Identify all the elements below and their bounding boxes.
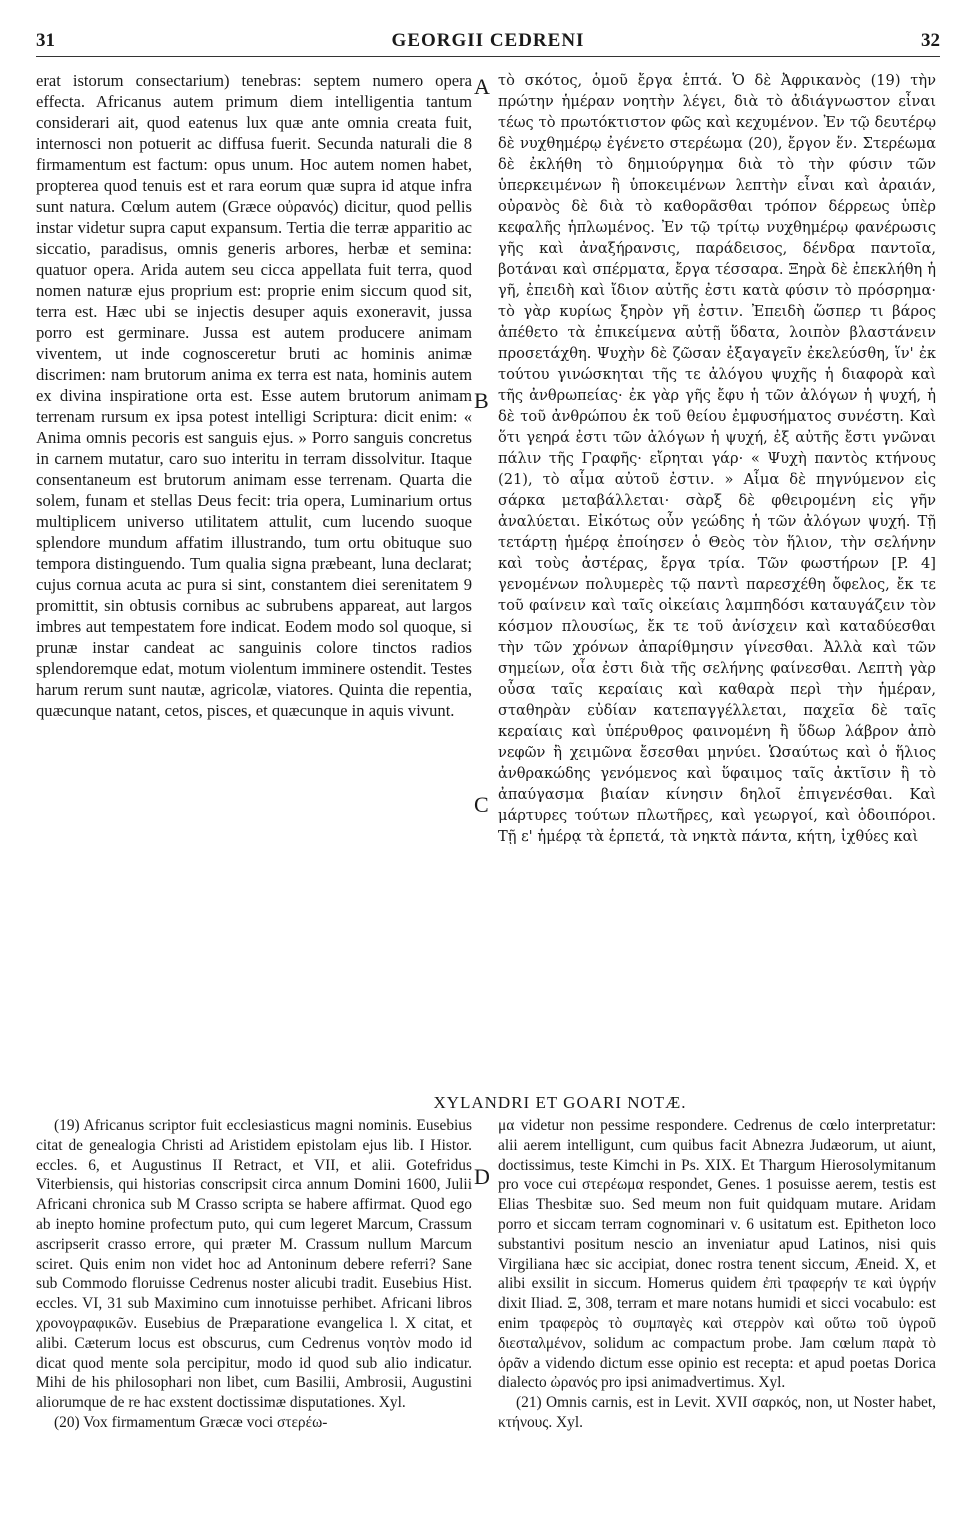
notes-right-column — [498, 1116, 936, 1433]
right-page-number: 32 — [921, 30, 940, 51]
notes-heading: XYLANDRI ET GOARI NOTÆ. — [433, 1093, 687, 1112]
margin-marker-d: D — [474, 1164, 490, 1189]
note-20-start: (20) Vox firmamentum Græcæ voci στερέω- — [54, 1413, 328, 1431]
margin-marker-c: C — [474, 792, 489, 817]
margin-marker-b: B — [474, 388, 489, 413]
left-page-number: 31 — [36, 30, 55, 51]
greek-column — [498, 70, 936, 847]
margin-marker-a: A — [474, 74, 490, 99]
note-21: (21) Omnis carnis, est in Levit. XVII σαρκός, non, ut Noster habet, κτήνους. Xyl. — [498, 1394, 936, 1431]
notes-left-column — [36, 1116, 472, 1433]
note-20-continued: μα videtur non pessime respondere. Cedrenus de cœlo interpretatur: alii aerem intelligunt, cum quibus facit Abnezra Judæorum, ut aiunt, doctissimus, teste Kimchi in Ps. XIX. Et Thargum Hierosolymitanum pro voce cui στερέωμα respondet, Genes. 1 posuisse aerem, testis est Elias Thesbitæ suo. Sed meum non fuit quidquam mutare. Aridam porro et siccam terram cognominari v. 6 usitatum est. Epitheton loco substantivi positum nescio an inveniatur apud Latinos, nisi quis Virgiliana hæc sic accipiat, donec rostra tenent siccum, Æneid. X, et alibi exsilit in siccum. Homerus quidem ἐπὶ τραφερήν τε καὶ ὑγρήν dixit Iliad. Ξ, 308, terram et mare notans humidi et sicci vocabulo: est enim τραφερὸς τὸ συμπαγὲς καὶ στερρὸν καὶ οὕτω τοῦ ὑγροῦ διεσταλμένον, solidum ac compactum probe. Jam cœlum παρὰ τὸ ὁρᾶν a videndo dictum esse opinio est recepta: et apud poetas Dorica dialecto ὠρανός pro ipsi animadvertimus. Xyl. — [498, 1117, 936, 1392]
greek-text: τὸ σκότος, ὁμοῦ ἔργα ἑπτά. Ὁ δὲ Ἀφρικανὸς (19) τὴν πρώτην ἡμέραν νοητὴν λέγει, διὰ τὸ ἀδιάγνωστον εἶναι τέως τὸ πρωτόκτιστον φῶς καὶ κεχυμένον. Ἐν τῷ δευτέρῳ δὲ νυχθημέρῳ ἐγένετο στερέωμα (20), ἔργον ἕν. Στερέωμα δὲ ἐκλήθη τὸ δημιούργημα διὰ τὸ τὴν φύσιν τῶν ὑπερκειμένων ἢ ὑποκειμένων λεπτὴν εἶναι καὶ ἀραιάν, οὐρανὸς δὲ διὰ τὸ καθορᾶσθαι τρόπον δέρρεως ὑπὲρ κεφαλῆς ἡπλωμένος. Ἐν τῷ τρίτῳ νυχθημέρῳ φανέρωσις γῆς καὶ ἀναξήρανσις, παράδεισος, δένδρα παντοῖα, βοτάναι καὶ σπέρματα, ἔργα τέσσαρα. Ξηρὰ δὲ ἐπεκλήθη ἡ γῆ, ἐπειδὴ καὶ ἴδιον αὐτῆς ἐστι κατὰ φύσιν τὸ πρόσρημα· τὸ γὰρ κυρίως ξηρὸν γῆ ἐστιν. Ἐπειδὴ ὥσπερ τι βάρος ἀπέθετο τὰ ἐπικείμενα αὐτῇ ὕδατα, λοιπὸν βλαστάνειν προσετάχθη. Ψυχὴν δὲ ζῶσαν ἐξαγαγεῖν ἐκελεύσθη, ἵν' ἐκ τούτου γινώσκηται τῆς τε ἀλόγου ψυχῆς ἡ διαφορὰ καὶ τῆς ἀνθρωπείας· ἐκ γὰρ γῆς ἔφυ ἡ τῶν ἀλόγων ἡ ψυχή, ἡ δὲ τοῦ ἀνθρώπου ἐκ τοῦ θείου ἐμφυσήματος συνέστη. Καὶ ὅτι γεηρά ἐστι τῶν ἀλόγων ἡ ψυχή, ἐξ αὐτῆς ἔστι γνῶναι πάλιν τῆς Γραφῆς· εἴρηται γάρ· « Ψυχὴ παντὸς κτήνους (21), τὸ αἷμα αὐτοῦ ἐστιν. » Αἷμα δὲ πηγνύμενον εἰς σάρκα μεταβάλλεται· σὰρξ δὲ φθειρομένη εἰς γῆν ἀναλύεται. Εἰκότως οὖν γεώδης ἡ τῶν ἀλόγων ψυχή. Τῇ τετάρτῃ ἡμέρᾳ ἐποίησεν ὁ Θεὸς τὸν ἥλιον, τὴν σελήνην καὶ τοὺς ἀστέρας, ἔργα τρία. Τῶν φωστήρων [P. 4] γενομένων πολυμερὲς τῷ παντὶ παρεσχέθη ὄφελος, ἔκ τε τοῦ φαίνειν καὶ ταῖς οἰκείαις λαμπηδόσι καταυγάζειν τὸν κόσμον πλουσίως, ἔκ τε τοῦ ἀνίσχειν καὶ καταδύεσθαι τὴν τῶν χρόνων ἀπαρίθμησιν γίνεσθαι. Ἀλλὰ καὶ τῶν σημείων, οἷα ἐστι διὰ τῆς σελήνης φαίνεσθαι. Λεπτὴ γὰρ οὖσα ταῖς κεραίαις καὶ καθαρὰ περὶ τὴν ἡμέραν, σταθηρὰν εὐδίαν κατεπαγγέλλεται, παχεῖα δὲ ταῖς κεραίαις καὶ ὑπέρυθρος φαινομένη ἢ ὕδωρ λάβρον ἀπὸ νεφῶν ἢ χειμῶνα ἔσεσθαι μηνύει. Ὡσαύτως καὶ ὁ ἥλιος ἀνθρακώδης γενόμενος καὶ ὕφαιμος ταῖς ἀκτῖσιν ἢ τὸ ἀπαύγασμα βιαίαν κίνησιν δηλοῖ ἐπιγενέσθαι. Καὶ μάρτυρες τούτων πλωτῆρες, καὶ γεωργοί, καὶ ὁδοιπόροι. Τῇ ε' ἡμέρᾳ τὰ ἑρπετά, τὰ νηκτὰ πάντα, κήτη, ἰχθύες καὶ — [498, 72, 936, 845]
note-19: (19) Africanus scriptor fuit ecclesiasticus magni nominis. Eusebius citat de genealogia Christi ad Aristidem epistolam ejus lib. I Histor. eccles. 6, et Augustinus II Retract, et VII, et alii. Gotefridus Viterbiensis, qui historias conscripsit circa annum Domini 1600, Julii Africani chronica sub M Crasso scripta se habere affirmat. Quod ego ab inepto homine profectum puto, qui cum legeret Marcum, Crassum ascripserit crasso errore, qui præter M. Crassum nullum Marcum sciret. Quis enim non videt hoc ad Antoninum debere referri? Sane sub Commodo floruisse Cedrenus noster alicubi tradit. Eusebius Hist. eccles. VI, 31 sub Maximino cum innotuisse perhibet. Africani libros χρονογραφικῶν. Eusebius de Præparatione evangelica l. X citat, et alibi. Cæterum locus est obscurus, cum Cedrenus νοητὸν modo id dicat quod mente sola percipitur, modo id quod sub alio indicatur. Mihi de his philosophari non libet, cum Basilii, Ambrosii, Augustini aliorumque de re hac exstent doctissimæ disputationes. Xyl. — [36, 1117, 472, 1412]
page-header — [36, 30, 940, 57]
latin-text: erat istorum consectarium) tenebras: septem numero opera effecta. Africanus autem primum diem intelligentia tantum considerari ait, quod eatenus lux quæ ante omnia creata fuit, internosci non potuerit ac diffusa fuerit. Secunda naturali die 8 firmamentum est factum: opus unum. Hoc autem nomen habet, propterea quod tenuis est et rara eorum quæ supra id atque infra sunt natura. Cœlum autem (Græce οὐρανός) dicitur, quod pellis instar videtur supra caput expansum. Tertia die terræ apparitio ac siccatio, paradisus, omnis generis arbores, herbæ et semina: quatuor opera. Arida autem seu cicca appellata fuit terra, quod nomen naturæ ejus proprium est: proprie enim siccum quod sit, terra est. Hæc ubi se injectis desuper aquis exoneravit, jussa porro est germinare. Jussa est autem producere animam viventem, ut inde cognosceretur bruti ac hominis animæ discrimen: nam brutorum anima ex terra est nata, hominis autem ex divina inspiratione orta est. Esse autem brutorum animam terrenam rursum ex ipsa potest intelligi Scriptura: dicit enim: « Anima omnis pecoris est sanguis ejus. » Porro sanguis concretus in carnem mutatur, caro suo interitu in terram dissolvitur. Itaque consentaneum est brutorum animam esse terrenam. Quarta die solem, funam et stellas Deus fecit: tria opera, Luminarium ortus multiplicem universo utilitatem attulit, cum lucendo suoque splendore mundum affatim illustrando, tum ortu obituque suo tempora distinguendo. Tum qualia signa præbeant, luna declarat; cujus cornua acuta ac pura si sint, constantem diei serenitatem 9 promittit, sin obtusis cornibus ac subrubens appareat, aut largos imbres aut tempestatem fore indicat. Eodem modo sol quoque, si prunæ instar candeat ac sanguinis colore tinctos radios splendoremque edat, motum violentum imminere ostendit. Testes harum rerum sunt nautæ, agricolæ, viatores. Quinta die repentia, quæcunque natant, cetos, pisces, et quæcunque in aquis vivunt. — [36, 71, 472, 720]
latin-column — [36, 70, 472, 721]
running-title: GEORGII CEDRENI — [391, 30, 585, 51]
